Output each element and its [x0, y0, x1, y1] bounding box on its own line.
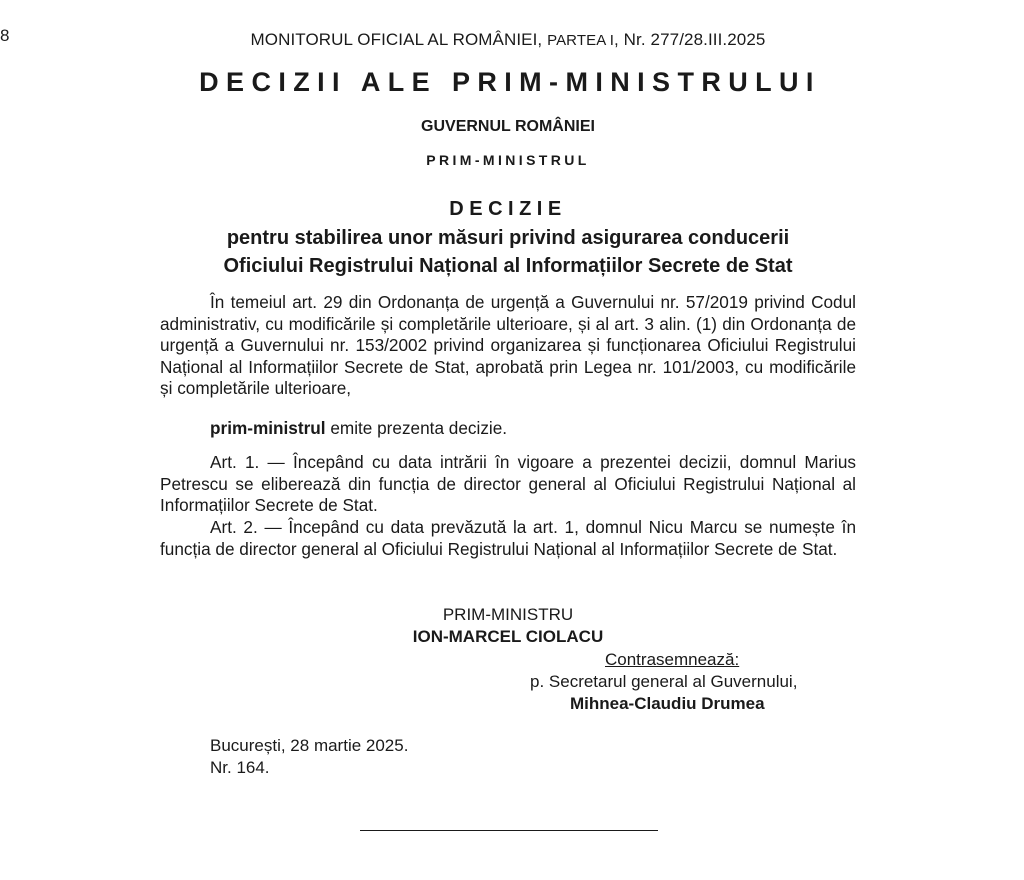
running-header-issue: , Nr. 277/28.III.2025	[614, 30, 766, 49]
separator-rule	[360, 830, 658, 831]
issuing-authority: prim-ministrul	[210, 418, 326, 438]
decision-subject-line-2: Oficiului Registrului Național al Informațiilor Secrete de Stat	[223, 255, 793, 277]
running-header-title: MONITORUL OFICIAL AL ROMÂNIEI,	[250, 30, 548, 49]
office-heading: PRIM-MINISTRUL	[426, 152, 590, 168]
issuing-paragraph	[160, 418, 856, 440]
countersign-role: p. Secretarul general al Guvernului,	[530, 672, 798, 691]
place-and-date: București, 28 martie 2025.	[210, 736, 409, 755]
article-2: Art. 2. — Începând cu data prevăzută la art. 1, domnul Nicu Marcu se numește în funcția de director general al Oficiului Registrului Național al Informațiilor Secrete de Stat.	[160, 517, 856, 559]
decision-subject-line-1: pentru stabilirea unor măsuri privind asigurarea conducerii	[226, 227, 790, 249]
countersign-name: Mihnea-Claudiu Drumea	[570, 694, 765, 713]
article-1: Art. 1. — Începând cu data intrării în vigoare a prezentei decizii, domnul Marius Petrescu se eliberează din funcția de director general al Oficiului Registrului Național al Informațiilor Secrete de Stat.	[160, 452, 856, 515]
signatory-name: ION-MARCEL CIOLACU	[412, 627, 604, 646]
running-header	[160, 30, 856, 50]
signatory-role: PRIM-MINISTRU	[442, 605, 574, 624]
countersign-label: Contrasemnează:	[605, 650, 740, 669]
decision-number: Nr. 164.	[210, 758, 270, 777]
preamble-paragraph: În temeiul art. 29 din Ordonanța de urgență a Guvernului nr. 57/2019 privind Codul administrativ, cu modificările și completările ulterioare, și al art. 3 alin. (1) din Ordonanța de urgență a Guvernului nr. 153/2002 privind organizarea și funcționarea Oficiului Registrului Național al Informațiilor Secrete de Stat, aprobată prin Legea nr. 101/2003, cu modificările și completările ulterioare,	[160, 292, 856, 398]
decision-subject	[140, 224, 876, 280]
section-title: DECIZII ALE PRIM-MINISTRULUI	[199, 67, 821, 97]
decision-type-heading: DECIZIE	[449, 198, 567, 220]
government-heading: GUVERNUL ROMÂNIEI	[421, 118, 595, 135]
page-number-fragment: 8	[0, 26, 10, 45]
issuing-text: emite prezenta decizie.	[325, 418, 508, 438]
running-header-part: PARTEA I	[547, 32, 615, 49]
